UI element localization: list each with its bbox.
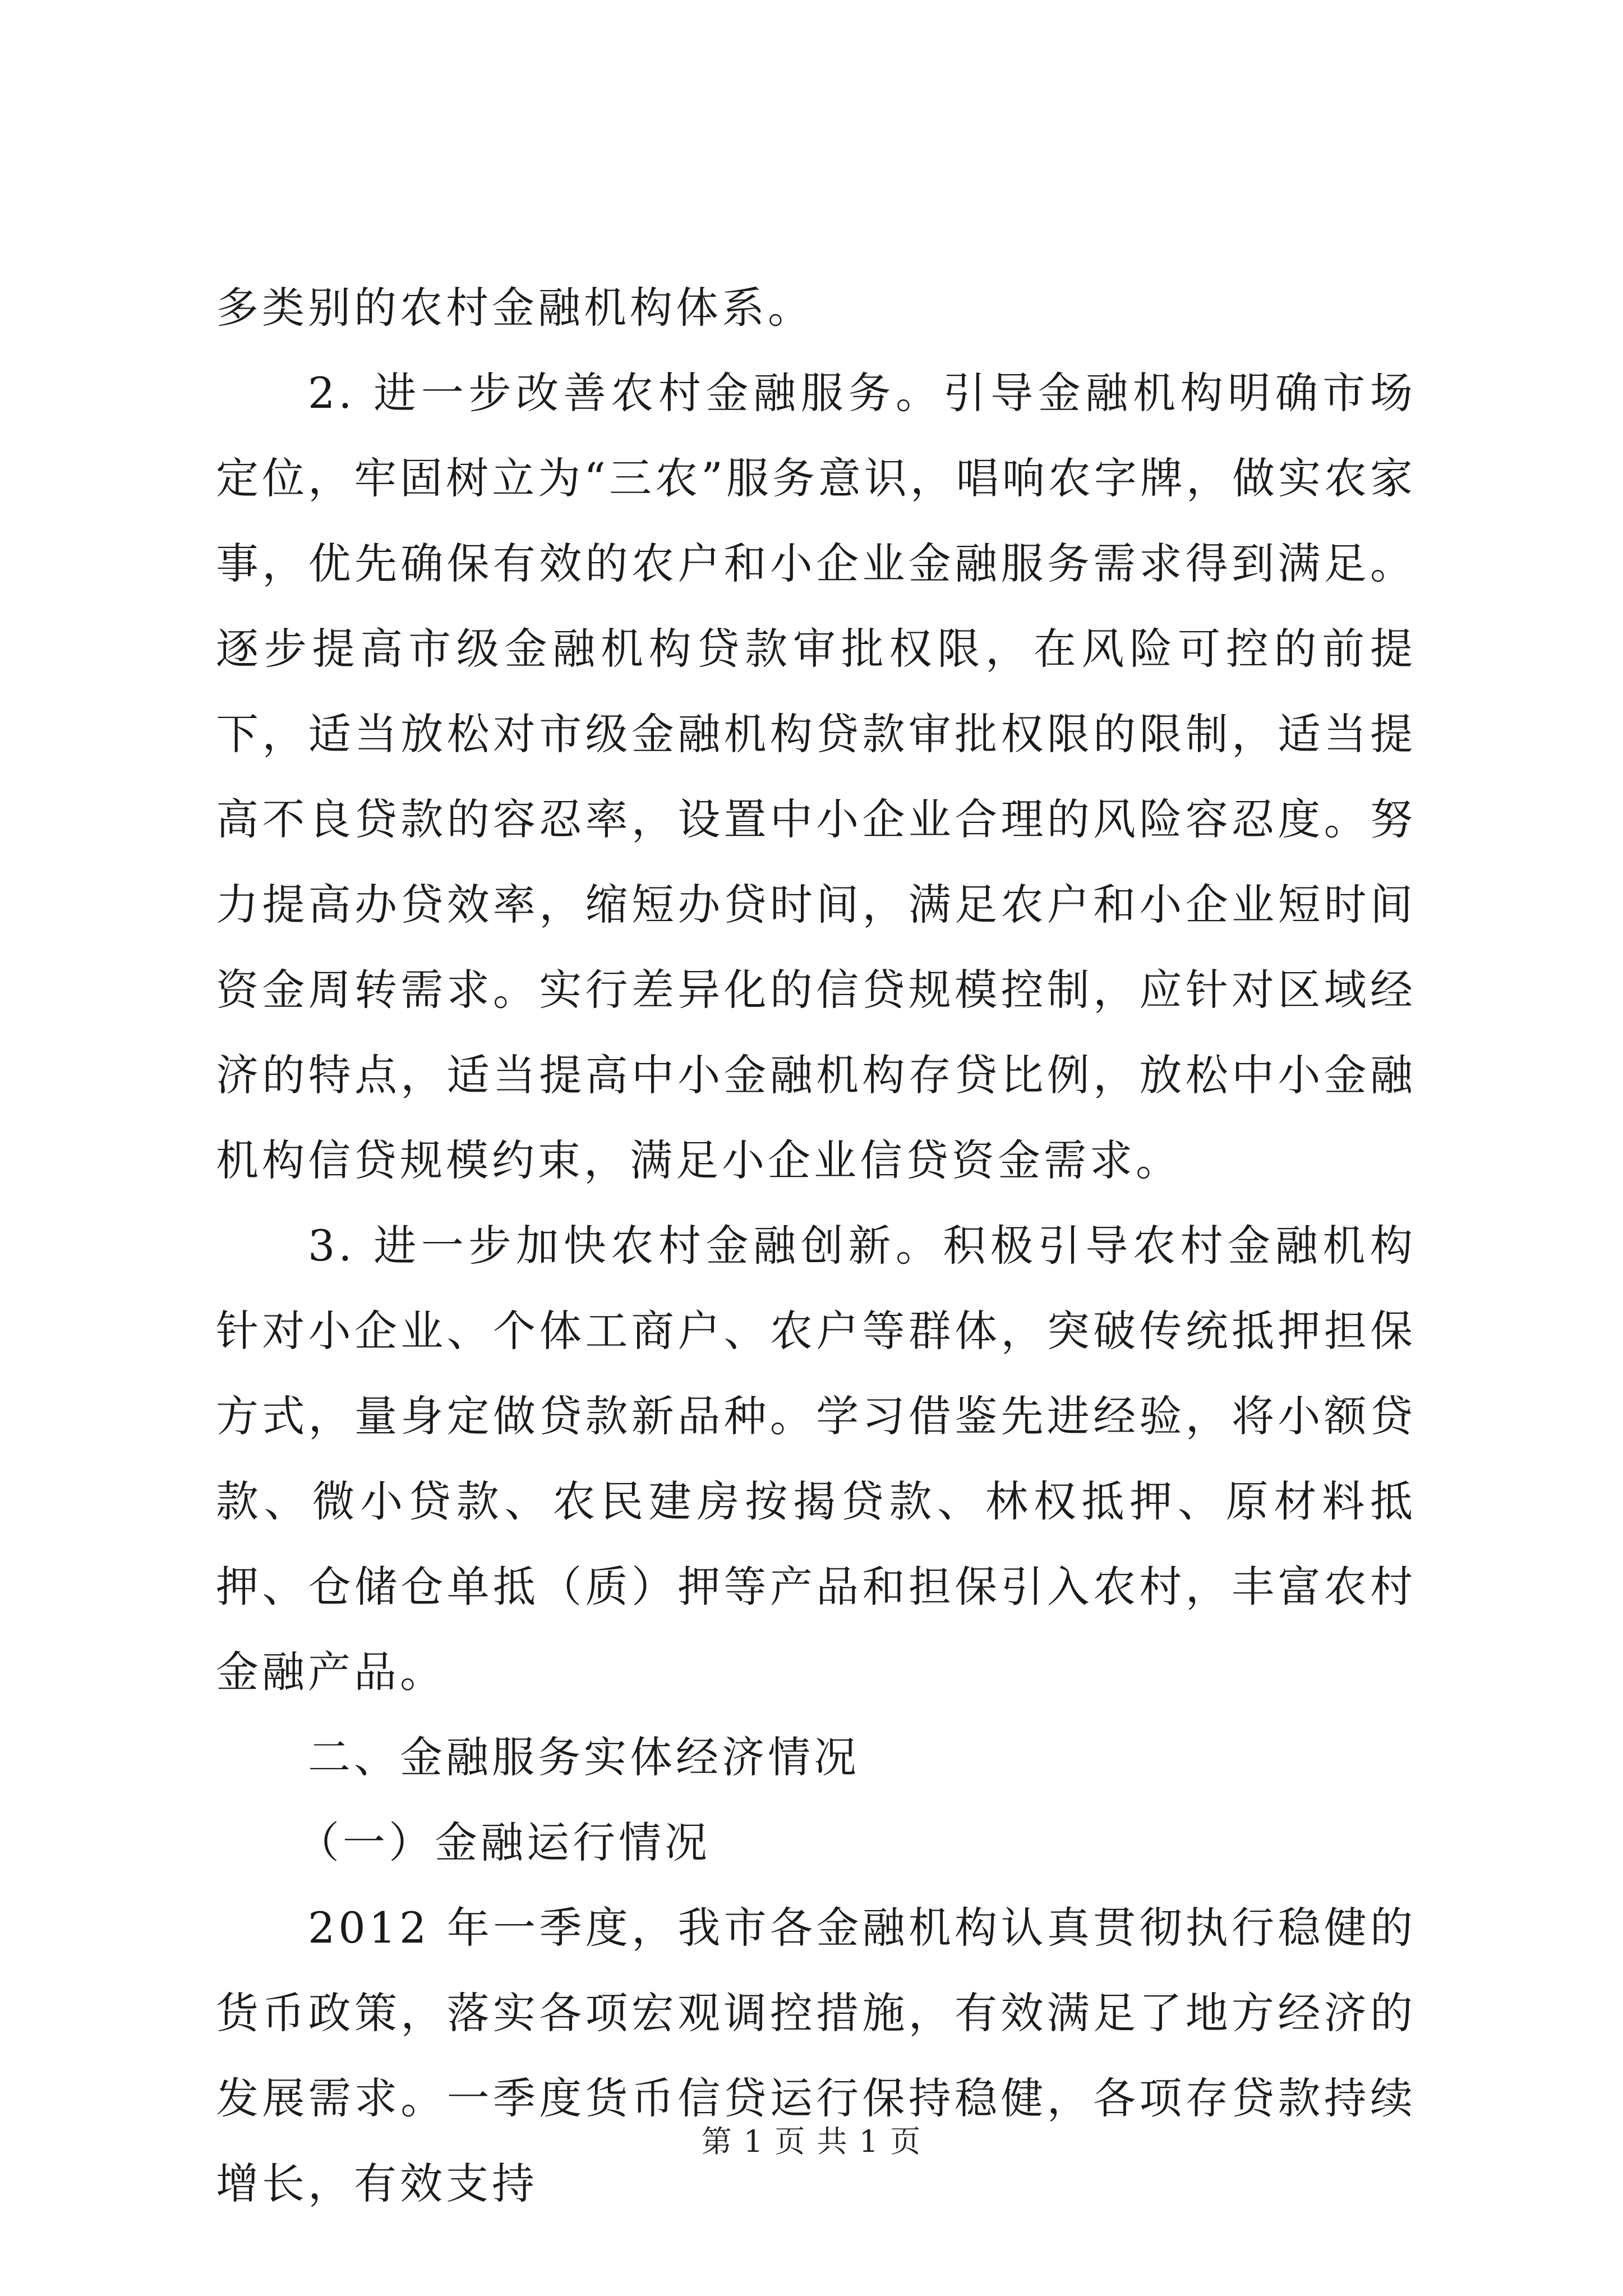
document-body <box>216 265 1416 2226</box>
paragraph-rural-financial-innovation: 3. 进一步加快农村金融创新。积极引导农村金融机构针对小企业、个体工商户、农户等群体，突破传统抵押担保方式，量身定做贷款新品种。学习借鉴先进经验，将小额贷款、微小贷款、农民建房按揭贷款、林权抵押、原材料抵押、仓储仓单抵（质）押等产品和担保引入农村，丰富农村金融产品。 <box>216 1221 1416 1697</box>
subsection-heading: （一）金融运行情况 <box>297 1818 711 1867</box>
paragraph-financial-operation: 2012 年一季度，我市各金融机构认真贯彻执行稳健的货币政策，落实各项宏观调控措施，有效满足了地方经济的发展需求。一季度货币信贷运行保持稳健，各项存贷款持续增长，有效支持 <box>216 1903 1416 2208</box>
paragraph-continuation: 多类别的农村金融机构体系。 <box>216 283 814 333</box>
page-footer: 第 1 页 共 1 页 <box>701 2124 922 2159</box>
paragraph-rural-financial-services: 2. 进一步改善农村金融服务。引导金融机构明确市场定位，牢固树立为“三农”服务意识，唱响农字牌，做实农家事，优先确保有效的农户和小企业金融服务需求得到满足。逐步提高市级金融机构贷款审批权限，在风险可控的前提下，适当放松对市级金融机构贷款审批权限的限制，适当提高不良贷款的容忍率，设置中小企业合理的风险容忍度。努力提高办贷效率，缩短办贷时间，满足农户和小企业短时间资金周转需求。实行差异化的信贷规模控制，应针对区域经济的特点，适当提高中小金融机构存贷比例，放松中小金融机构信贷规模约束，满足小企业信贷资金需求。 <box>216 368 1416 1185</box>
section-heading: 二、金融服务实体经济情况 <box>308 1732 860 1782</box>
